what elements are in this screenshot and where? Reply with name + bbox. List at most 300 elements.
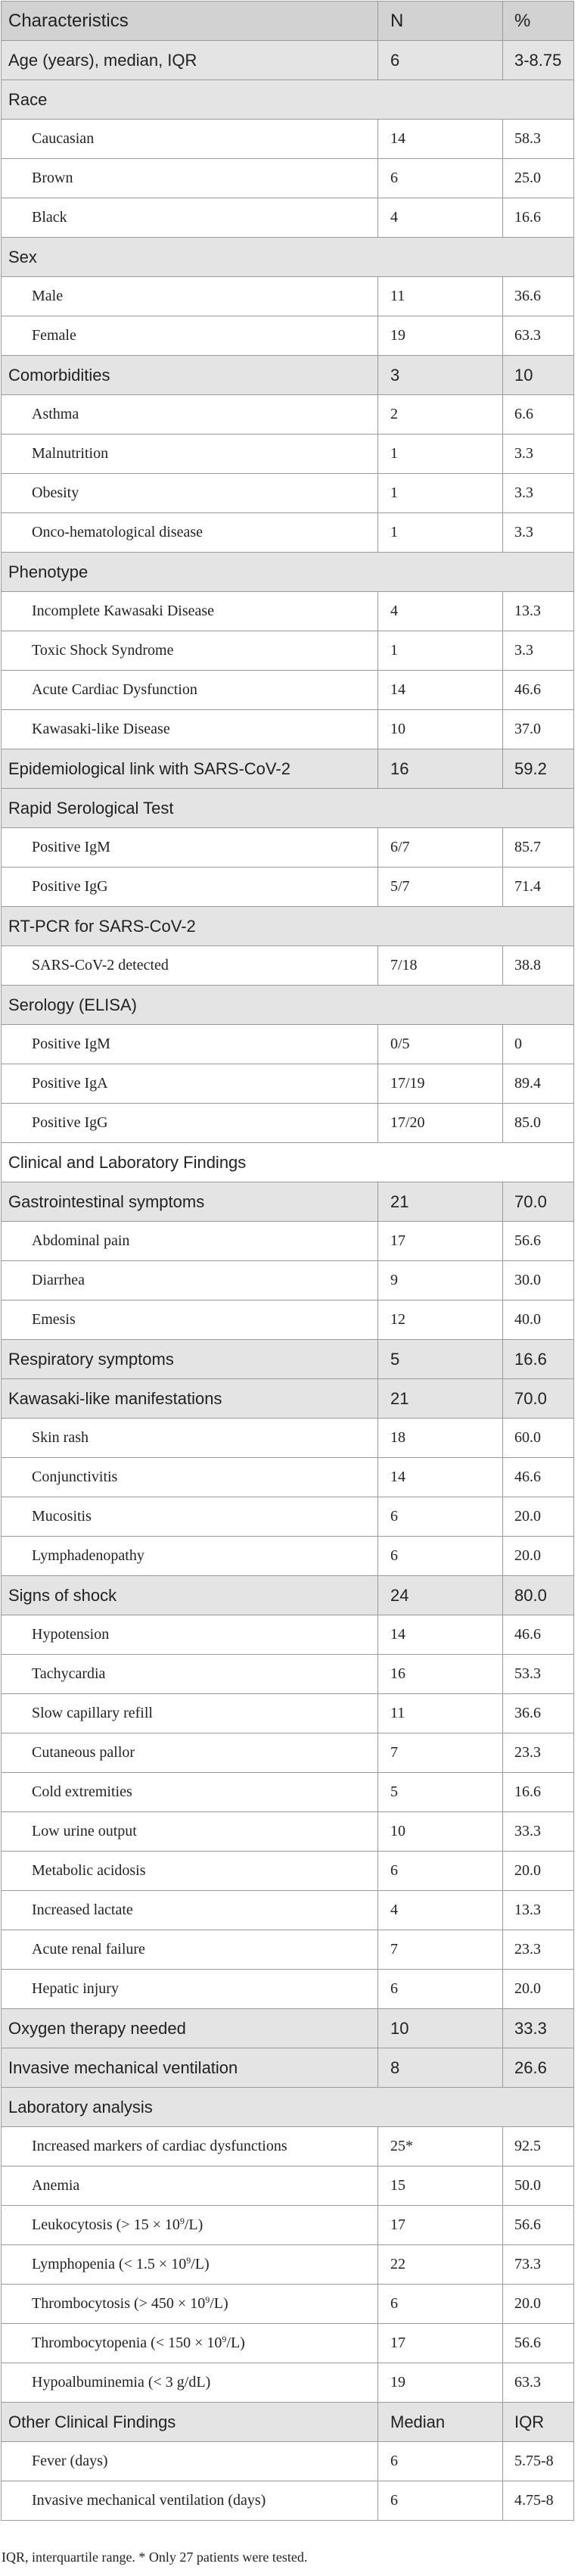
row-label-text: Increased markers of cardiac dysfunctions <box>32 2138 287 2154</box>
row-percent-value: 6.6 <box>502 395 573 434</box>
row-label <box>2 1930 377 1969</box>
table-row <box>1 2245 574 2285</box>
table-row <box>1 120 574 159</box>
row-label-text: Malnutrition <box>32 445 109 462</box>
row-label-text: Black <box>32 209 67 226</box>
row-n-value: 17 <box>377 2206 502 2244</box>
row-label: Thrombocytosis (> 450 × 10 $^9$ /L) <box>32 2294 228 2312</box>
row-label-text: Mucositis <box>32 1508 92 1525</box>
row-n-value: 19 <box>377 2363 502 2402</box>
row-percent-value: 63.3 <box>502 2363 573 2402</box>
row-n-value: 21 <box>377 1379 502 1418</box>
row-percent-value: 3-8.75 <box>502 41 573 79</box>
row-label <box>2 631 377 670</box>
row-label <box>2 513 377 552</box>
row-percent-value: 5.75-8 <box>502 2442 573 2481</box>
row-n-value: 15 <box>377 2166 502 2205</box>
row-percent-value: 16.6 <box>502 1340 573 1378</box>
table-row <box>1 198 574 238</box>
row-percent-value: 56.6 <box>502 1222 573 1260</box>
row-percent-value: 33.3 <box>502 1812 573 1851</box>
row-percent-value: 63.3 <box>502 316 573 355</box>
row-label <box>2 435 377 473</box>
row-percent-value: 85.0 <box>502 1104 573 1142</box>
row-label-text: Rapid Serological Test <box>8 798 174 818</box>
table-row <box>1 316 574 356</box>
row-label-text: Increased lactate <box>32 1902 133 1918</box>
row-label-text: Clinical and Laboratory Findings <box>8 1152 247 1172</box>
row-label-text: Age (years), median, IQR <box>8 50 197 70</box>
section-row <box>1 2403 574 2442</box>
row-percent-value: IQR <box>502 2403 573 2441</box>
row-percent-value: 38.8 <box>502 946 573 985</box>
row-label-text: Kawasaki-like manifestations <box>8 1388 222 1408</box>
section-row <box>1 2048 574 2088</box>
table-row <box>1 867 574 907</box>
row-label: Lymphopenia (< 1.5 × 10 $^9$ /L) <box>32 2254 210 2272</box>
row-percent-value: 30.0 <box>502 1261 573 1300</box>
row-label-text: Positive IgA <box>32 1075 108 1092</box>
row-label-text: Caucasian <box>32 130 95 147</box>
row-label-text: Positive IgG <box>32 1114 108 1131</box>
row-percent-value: 20.0 <box>502 1537 573 1575</box>
table-body <box>1 41 574 2521</box>
row-label <box>2 789 573 827</box>
row-label <box>2 946 377 985</box>
row-n-value: 10 <box>377 2009 502 2048</box>
table-row <box>1 1812 574 1852</box>
row-label <box>2 867 377 906</box>
row-percent-value: 80.0 <box>502 1576 573 1615</box>
row-label <box>2 238 573 276</box>
row-percent-value: 70.0 <box>502 1379 573 1418</box>
row-label <box>2 159 377 198</box>
table-row <box>1 2481 574 2521</box>
row-n-value: 24 <box>377 1576 502 1615</box>
row-n-value: 7 <box>377 1930 502 1969</box>
row-percent-value: 26.6 <box>502 2048 573 2087</box>
table-row <box>1 1419 574 1458</box>
table-row <box>1 1930 574 1970</box>
row-percent-value: 73.3 <box>502 2245 573 2284</box>
row-label <box>2 1655 377 1693</box>
table-row <box>1 2206 574 2245</box>
row-label <box>2 1576 377 1615</box>
table-row <box>1 1852 574 1891</box>
row-n-value: 14 <box>377 120 502 158</box>
row-label <box>2 395 377 434</box>
row-n-value: 4 <box>377 1891 502 1930</box>
row-n-value: 1 <box>377 631 502 670</box>
row-label-text: Comorbidities <box>8 365 110 385</box>
row-label <box>2 1694 377 1733</box>
row-percent-value: 70.0 <box>502 1182 573 1221</box>
row-percent-value: 13.3 <box>502 592 573 631</box>
row-label-text: Onco-hematological disease <box>32 524 203 540</box>
row-label-text: Low urine output <box>32 1823 137 1839</box>
row-n-value: 3 <box>377 356 502 394</box>
row-label <box>2 553 573 591</box>
row-label-text: Skin rash <box>32 1429 89 1446</box>
row-label-text: Fever (days) <box>32 2453 108 2469</box>
row-label-text: Epidemiological link with SARS-CoV-2 <box>8 758 290 778</box>
row-label <box>2 277 377 316</box>
table-row <box>1 277 574 316</box>
row-percent-value: 25.0 <box>502 159 573 198</box>
table-row <box>1 946 574 986</box>
row-percent-value: 46.6 <box>502 671 573 709</box>
row-label <box>2 316 377 355</box>
row-n-value: 16 <box>377 1655 502 1693</box>
row-label-text: Conjunctivitis <box>32 1469 118 1485</box>
row-label-text: Diarrhea <box>32 1272 85 1288</box>
row-label <box>2 474 377 512</box>
row-label-text: Acute Cardiac Dysfunction <box>32 681 197 698</box>
table-row <box>1 1458 574 1497</box>
row-label <box>2 1143 573 1182</box>
row-n-value: 10 <box>377 1812 502 1851</box>
row-label-text: Obesity <box>32 484 79 501</box>
row-label <box>2 2481 377 2520</box>
row-label-text: Signs of shock <box>8 1585 117 1605</box>
row-label-text: Kawasaki-like Disease <box>32 721 170 737</box>
row-n-value: 14 <box>377 671 502 709</box>
row-label-text: Thrombocytopenia (< 150 × 10 <box>32 2335 222 2351</box>
section-row <box>1 789 574 828</box>
row-label-suffix: /L) <box>184 2216 203 2233</box>
row-n-value: 9 <box>377 1261 502 1300</box>
table-row <box>1 1025 574 1064</box>
row-percent-value: 13.3 <box>502 1891 573 1930</box>
row-label-text: Invasive mechanical ventilation <box>8 2057 238 2077</box>
table-row <box>1 828 574 867</box>
row-label-text: Slow capillary refill <box>32 1705 153 1721</box>
row-label-text: SARS-CoV-2 detected <box>32 957 169 973</box>
row-label-text: Metabolic acidosis <box>32 1862 146 1879</box>
row-percent-value: 40.0 <box>502 1300 573 1339</box>
row-label-text: Brown <box>32 170 73 186</box>
row-label-text: Toxic Shock Syndrome <box>32 642 174 659</box>
table-row <box>1 1773 574 1812</box>
row-n-value: 4 <box>377 592 502 631</box>
row-n-value: 10 <box>377 710 502 749</box>
row-n-value: 14 <box>377 1458 502 1497</box>
row-percent-value: 56.6 <box>502 2324 573 2363</box>
table-row <box>1 1891 574 1930</box>
section-row <box>1 238 574 277</box>
section-row <box>1 2009 574 2048</box>
row-percent-value: 23.3 <box>502 1930 573 1969</box>
section-row <box>1 1576 574 1615</box>
section-row <box>1 1340 574 1379</box>
row-label-text: Serology (ELISA) <box>8 995 137 1014</box>
row-n-value: 5 <box>377 1773 502 1811</box>
row-percent-value: 20.0 <box>502 2285 573 2323</box>
row-label-text: Anemia <box>32 2177 80 2194</box>
table-row <box>1 1497 574 1537</box>
row-label <box>2 2048 377 2087</box>
row-label <box>2 1537 377 1575</box>
row-n-value: 6 <box>377 159 502 198</box>
row-n-value: 6 <box>377 2481 502 2520</box>
row-label-text: Hypoalbuminemia (< 3 g/dL) <box>32 2374 211 2391</box>
row-label <box>2 120 377 158</box>
row-n-value: 12 <box>377 1300 502 1339</box>
table-row <box>1 1064 574 1104</box>
row-n-value: 11 <box>377 277 502 316</box>
row-label <box>2 1615 377 1654</box>
header-characteristics: Characteristics <box>8 10 129 31</box>
row-percent-value: 36.6 <box>502 277 573 316</box>
row-label <box>2 1300 377 1339</box>
row-label: Thrombocytopenia (< 150 × 10 $^9$ /L) <box>32 2333 245 2351</box>
row-label <box>2 2442 377 2481</box>
row-n-value: 6 <box>377 41 502 79</box>
row-n-value: 17 <box>377 1222 502 1260</box>
table-row <box>1 1222 574 1261</box>
row-percent-value: 56.6 <box>502 2206 573 2244</box>
row-label <box>2 1497 377 1536</box>
row-n-value: 6 <box>377 2285 502 2323</box>
row-label-text: Acute renal failure <box>32 1941 145 1958</box>
row-n-value: 18 <box>377 1419 502 1457</box>
characteristics-table <box>1 1 574 2521</box>
row-label-text: Positive IgM <box>32 1036 110 1052</box>
row-label <box>2 80 573 119</box>
row-label-text: Other Clinical Findings <box>8 2412 176 2431</box>
row-label-text: Invasive mechanical ventilation (days) <box>32 2492 266 2509</box>
row-label <box>2 1025 377 1064</box>
row-n-value: 8 <box>377 2048 502 2087</box>
section-row <box>1 907 574 946</box>
row-percent-value: 60.0 <box>502 1419 573 1457</box>
row-n-value: 16 <box>377 749 502 788</box>
row-label <box>2 1458 377 1497</box>
table-row <box>1 1694 574 1733</box>
row-n-value: 5 <box>377 1340 502 1378</box>
table-row <box>1 1733 574 1773</box>
row-label-text: Lymphadenopathy <box>32 1547 144 1564</box>
row-n-value: 1 <box>377 513 502 552</box>
row-label <box>2 2403 377 2441</box>
table-row <box>1 1300 574 1340</box>
row-label <box>2 1379 377 1418</box>
section-row <box>1 1143 574 1182</box>
row-label <box>2 1891 377 1930</box>
table-row <box>1 513 574 553</box>
row-percent-value: 16.6 <box>502 1773 573 1811</box>
row-label <box>2 592 377 631</box>
row-label <box>2 1222 377 1260</box>
row-n-value: 4 <box>377 198 502 237</box>
row-label-text: Race <box>8 89 48 109</box>
row-percent-value: 3.3 <box>502 631 573 670</box>
row-label-suffix: /L) <box>226 2335 245 2351</box>
table-row <box>1 2166 574 2206</box>
section-row <box>1 553 574 592</box>
row-percent-value: 53.3 <box>502 1655 573 1693</box>
section-row <box>1 80 574 120</box>
section-row <box>1 41 574 80</box>
row-n-value: 6 <box>377 1537 502 1575</box>
row-label-text: Leukocytosis (> 15 × 10 <box>32 2216 180 2233</box>
row-percent-value: 37.0 <box>502 710 573 749</box>
row-label-suffix: /L) <box>210 2295 228 2312</box>
row-label <box>2 41 377 79</box>
row-percent-value: 46.6 <box>502 1458 573 1497</box>
table-row <box>1 2363 574 2403</box>
row-n-value: 22 <box>377 2245 502 2284</box>
row-n-value: 6 <box>377 1970 502 2008</box>
row-label <box>2 2363 377 2402</box>
row-label-text: Oxygen therapy needed <box>8 2018 186 2038</box>
row-percent-value: 20.0 <box>502 1970 573 2008</box>
row-n-value: 6 <box>377 1497 502 1536</box>
row-n-value: 1 <box>377 474 502 512</box>
table-row <box>1 1655 574 1694</box>
table-footnote: IQR, interquartile range. * Only 27 patients were tested. <box>2 2550 308 2565</box>
table-row <box>1 1970 574 2009</box>
row-n-value: 6 <box>377 2442 502 2481</box>
row-percent-value: 3.3 <box>502 435 573 473</box>
row-label-text: Sex <box>8 247 37 266</box>
row-label-text: Abdominal pain <box>32 1232 130 1249</box>
row-label-text: Male <box>32 288 64 304</box>
row-label-text: Positive IgM <box>32 839 110 855</box>
row-n-value: 21 <box>377 1182 502 1221</box>
row-label <box>2 2088 573 2126</box>
table-row <box>1 671 574 710</box>
row-percent-value: 92.5 <box>502 2127 573 2166</box>
row-n-value: 5/7 <box>377 867 502 906</box>
row-percent-value: 23.3 <box>502 1733 573 1772</box>
table-row <box>1 1261 574 1300</box>
row-label-suffix: /L) <box>191 2256 210 2272</box>
row-label <box>2 2009 377 2048</box>
row-label <box>2 356 377 394</box>
row-percent-value: 33.3 <box>502 2009 573 2048</box>
row-percent-value: 36.6 <box>502 1694 573 1733</box>
row-label <box>2 1812 377 1851</box>
row-percent-value: 16.6 <box>502 198 573 237</box>
row-label-text: Female <box>32 327 76 344</box>
section-row <box>1 356 574 395</box>
row-n-value: Median <box>377 2403 502 2441</box>
header-percent: % <box>502 2 573 40</box>
row-label-text: Asthma <box>32 406 79 422</box>
row-n-value: 11 <box>377 1694 502 1733</box>
row-label-text: Incomplete Kawasaki Disease <box>32 603 215 619</box>
table-row <box>1 435 574 474</box>
row-label-text: Gastrointestinal symptoms <box>8 1191 205 1211</box>
row-label <box>2 2127 377 2166</box>
row-percent-value: 89.4 <box>502 1064 573 1103</box>
row-n-value: 0/5 <box>377 1025 502 1064</box>
table-row <box>1 1615 574 1655</box>
row-label <box>2 986 573 1024</box>
row-label <box>2 1852 377 1890</box>
row-label <box>2 1970 377 2008</box>
row-label-text: Cold extremities <box>32 1783 132 1800</box>
row-label <box>2 671 377 709</box>
row-percent-value: 71.4 <box>502 867 573 906</box>
row-label <box>2 749 377 788</box>
row-percent-value: 3.3 <box>502 513 573 552</box>
row-n-value: 2 <box>377 395 502 434</box>
row-label-text: RT-PCR for SARS-CoV-2 <box>8 916 196 936</box>
row-percent-value: 0 <box>502 1025 573 1064</box>
row-percent-value: 50.0 <box>502 2166 573 2205</box>
row-percent-value: 85.7 <box>502 828 573 867</box>
row-n-value: 7/18 <box>377 946 502 985</box>
row-n-value: 25* <box>377 2127 502 2166</box>
row-label-text: Laboratory analysis <box>8 2097 153 2117</box>
row-n-value: 7 <box>377 1733 502 1772</box>
row-label-text: Hypotension <box>32 1626 110 1643</box>
row-label <box>2 1064 377 1103</box>
row-n-value: 17/20 <box>377 1104 502 1142</box>
section-row <box>1 986 574 1025</box>
header-n: N <box>377 2 502 40</box>
row-n-value: 14 <box>377 1615 502 1654</box>
row-percent-value: 20.0 <box>502 1497 573 1536</box>
row-n-value: 6 <box>377 1852 502 1890</box>
row-percent-value: 20.0 <box>502 1852 573 1890</box>
table-row <box>1 2285 574 2324</box>
row-label <box>2 1340 377 1378</box>
row-label-text: Respiratory symptoms <box>8 1349 174 1369</box>
table-row <box>1 710 574 749</box>
row-label <box>2 198 377 237</box>
row-label-text: Emesis <box>32 1311 76 1328</box>
table-row <box>1 631 574 671</box>
row-label-text: Tachycardia <box>32 1665 106 1682</box>
row-label-text: Hepatic injury <box>32 1980 119 1997</box>
row-label <box>2 1419 377 1457</box>
table-row <box>1 1537 574 1576</box>
table-row <box>1 159 574 198</box>
row-n-value: 6/7 <box>377 828 502 867</box>
row-label: Leukocytosis (> 15 × 10 $^9$ /L) <box>32 2215 203 2233</box>
row-n-value: 17/19 <box>377 1064 502 1103</box>
table-row <box>1 2324 574 2363</box>
row-percent-value: 4.75-8 <box>502 2481 573 2520</box>
row-percent-value: 10 <box>502 356 573 394</box>
row-label <box>2 710 377 749</box>
section-row <box>1 1379 574 1419</box>
table-row <box>1 395 574 435</box>
row-label <box>2 2166 377 2205</box>
table-row <box>1 2442 574 2481</box>
row-percent-value: 59.2 <box>502 749 573 788</box>
row-percent-value: 46.6 <box>502 1615 573 1654</box>
table-row <box>1 592 574 631</box>
row-n-value: 17 <box>377 2324 502 2363</box>
table-row <box>1 474 574 513</box>
row-percent-value: 58.3 <box>502 120 573 158</box>
row-label <box>2 1182 377 1221</box>
row-n-value: 19 <box>377 316 502 355</box>
table-row <box>1 1104 574 1143</box>
section-row <box>1 1182 574 1222</box>
section-row <box>1 2088 574 2127</box>
row-label-text: Thrombocytosis (> 450 × 10 <box>32 2295 206 2312</box>
section-row <box>1 749 574 789</box>
row-label <box>2 907 573 945</box>
row-label-text: Cutaneous pallor <box>32 1744 135 1761</box>
row-label <box>2 1733 377 1772</box>
row-n-value: 1 <box>377 435 502 473</box>
